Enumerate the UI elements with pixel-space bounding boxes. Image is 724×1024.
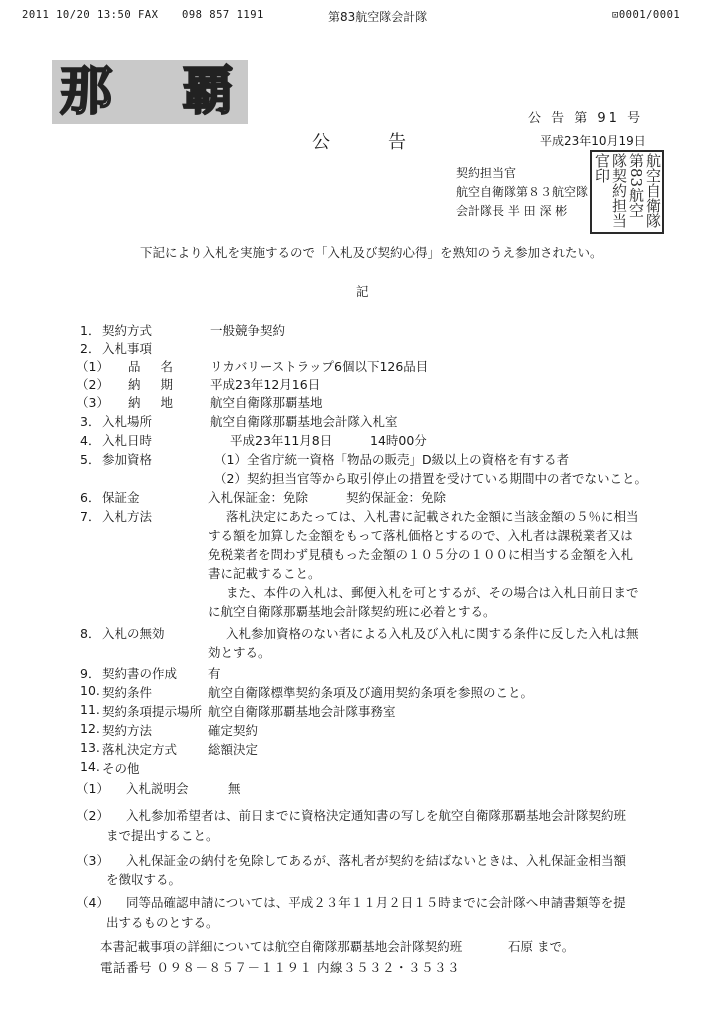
item-value: に航空自衛隊那覇基地会計隊契約班に必着とする。 bbox=[208, 604, 496, 619]
item-value-2: 契約保証金：免除 bbox=[346, 490, 447, 505]
item-label: 納 期 bbox=[128, 377, 181, 392]
other-num: （1） bbox=[76, 781, 109, 796]
item-value: 航空自衛隊標準契約条項及び適用契約条項を参照のこと。 bbox=[208, 685, 534, 700]
other-text: 入札保証金の納付を免除してあるが、落札者が契約を結ばないときは、入札保証金相当額 bbox=[126, 853, 627, 868]
item-value: する額を加算した金額をもって落札価格とするので、入札者は課税業者又は bbox=[208, 528, 633, 543]
officer-org: 航空自衛隊第８３航空隊 bbox=[456, 185, 589, 199]
other-num: （2） bbox=[76, 808, 109, 823]
item-value: 平成23年12月16日 bbox=[210, 377, 321, 392]
official-seal bbox=[590, 150, 664, 234]
item-label: 契約書の作成 bbox=[102, 666, 178, 681]
item-num: 5． bbox=[80, 452, 101, 467]
footer-inquiry: 本書記載事項の詳細については航空自衛隊那覇基地会計隊契約班 bbox=[100, 939, 463, 954]
item-value: （2）契約担当官等から取引停止の措置を受けている期間中の者でないこと。 bbox=[214, 471, 647, 486]
item-value: 航空自衛隊那覇基地会計隊入札室 bbox=[210, 414, 398, 429]
ki-heading: 記 bbox=[356, 284, 369, 299]
item-num: 6． bbox=[80, 490, 101, 505]
item-num: 14. bbox=[80, 759, 100, 774]
item-num: 7． bbox=[80, 509, 101, 524]
item-label: その他 bbox=[102, 761, 140, 776]
other-text: 同等品確認申請については、平成２３年１１月２日１５時までに会計隊へ申請書類等を提 bbox=[126, 895, 626, 910]
item-value: 有 bbox=[208, 666, 221, 681]
item-num: （1） bbox=[76, 359, 109, 374]
item-value: また、本件の入札は、郵便入札を可とするが、その場合は入札日前日まで bbox=[226, 585, 639, 600]
fax-number: 098 857 1191 bbox=[182, 9, 264, 21]
item-num: 9． bbox=[80, 666, 101, 681]
item-num: 3． bbox=[80, 414, 101, 429]
item-num: （3） bbox=[76, 395, 109, 410]
item-label: 契約方式 bbox=[102, 323, 153, 338]
naha-stamp-glyph-1: 那 bbox=[60, 61, 113, 122]
item-label: 落札決定方式 bbox=[102, 742, 178, 757]
other-text: 入札説明会 bbox=[126, 781, 189, 796]
item-label: 契約条項提示場所 bbox=[102, 704, 203, 719]
item-label: 契約方法 bbox=[102, 723, 153, 738]
other-text: 出するものとする。 bbox=[106, 915, 219, 930]
item-value: 書に記載すること。 bbox=[208, 566, 321, 581]
item-value: 免税業者を問わず見積もった金額の１０５分の１００に相当する金額を入札 bbox=[208, 547, 634, 562]
item-value: 落札決定にあたっては、入札書に記載された金額に当該金額の５％に相当 bbox=[226, 509, 639, 524]
item-num: 11. bbox=[80, 702, 100, 717]
item-value: 総額決定 bbox=[208, 742, 259, 757]
item-value: 航空自衛隊那覇基地 bbox=[210, 395, 323, 410]
item-value: 入札参加資格のない者による入札及び入札に関する条件に反した入札は無 bbox=[226, 626, 639, 641]
notice-date: 平成23年10月19日 bbox=[540, 134, 646, 148]
item-num: 2． bbox=[80, 341, 101, 356]
item-value: 入札保証金：免除 bbox=[208, 490, 309, 505]
item-num: 10. bbox=[80, 683, 100, 698]
item-value: 航空自衛隊那覇基地会計隊事務室 bbox=[208, 704, 396, 719]
other-num: （4） bbox=[76, 895, 109, 910]
item-num: 8． bbox=[80, 626, 101, 641]
notice-number: 公 告 第 91 号 bbox=[528, 111, 644, 126]
other-text: を徴収する。 bbox=[106, 872, 182, 887]
item-label: 契約条件 bbox=[102, 685, 153, 700]
item-value: 効とする。 bbox=[208, 645, 271, 660]
item-num: 12. bbox=[80, 721, 100, 736]
intro-text: 下記により入札を実施するので「入札及び契約心得」を熟知のうえ参加されたい。 bbox=[140, 245, 603, 260]
item-num: 13. bbox=[80, 740, 100, 755]
item-value: 一般競争契約 bbox=[210, 323, 286, 338]
item-label: 参加資格 bbox=[102, 452, 153, 467]
officer-name: 会計隊長 半 田 深 彬 bbox=[456, 204, 568, 218]
naha-stamp-glyph-2: 覇 bbox=[182, 61, 235, 122]
footer-contact: 石原 まで。 bbox=[508, 939, 575, 954]
page-title: 公告 bbox=[312, 132, 464, 153]
fax-page: ⊡0001/0001 bbox=[612, 9, 681, 21]
item-label: 入札場所 bbox=[102, 414, 153, 429]
item-label: 入札方法 bbox=[102, 509, 153, 524]
item-num: （2） bbox=[76, 377, 109, 392]
item-label: 入札日時 bbox=[102, 433, 153, 448]
fax-datetime: 2011 10/20 13:50 FAX bbox=[22, 9, 159, 21]
item-value: （1）全省庁統一資格「物品の販売」D級以上の資格を有する者 bbox=[214, 452, 570, 467]
officer-role: 契約担当官 bbox=[456, 166, 517, 180]
footer-phone: 電話番号 ０９８－８５７－１１９１ 内線３５３２・３５３３ bbox=[100, 960, 460, 975]
other-num: （3） bbox=[76, 853, 109, 868]
seal-lettering: 航空自衛隊第83航空隊契約担当官印 bbox=[593, 153, 662, 228]
item-label: 品 名 bbox=[128, 359, 181, 374]
item-value: リカバリーストラップ6個以下126品目 bbox=[210, 359, 429, 374]
fax-sender: 第83航空隊会計隊 bbox=[328, 10, 428, 24]
other-text: まで提出すること。 bbox=[106, 828, 219, 843]
naha-stamp bbox=[52, 60, 248, 124]
item-value: 平成23年11月8日 bbox=[230, 433, 333, 448]
item-label: 保証金 bbox=[102, 490, 140, 505]
item-value-time: 14時00分 bbox=[370, 433, 427, 448]
item-num: 1． bbox=[80, 323, 101, 338]
item-value: 確定契約 bbox=[208, 723, 259, 738]
item-label: 納 地 bbox=[128, 395, 181, 410]
other-text: 入札参加希望者は、前日までに資格決定通知書の写しを航空自衛隊那覇基地会計隊契約班 bbox=[126, 808, 627, 823]
item-label: 入札の無効 bbox=[102, 626, 165, 641]
other-value: 無 bbox=[228, 781, 241, 796]
item-num: 4． bbox=[80, 433, 101, 448]
item-label: 入札事項 bbox=[102, 341, 153, 356]
